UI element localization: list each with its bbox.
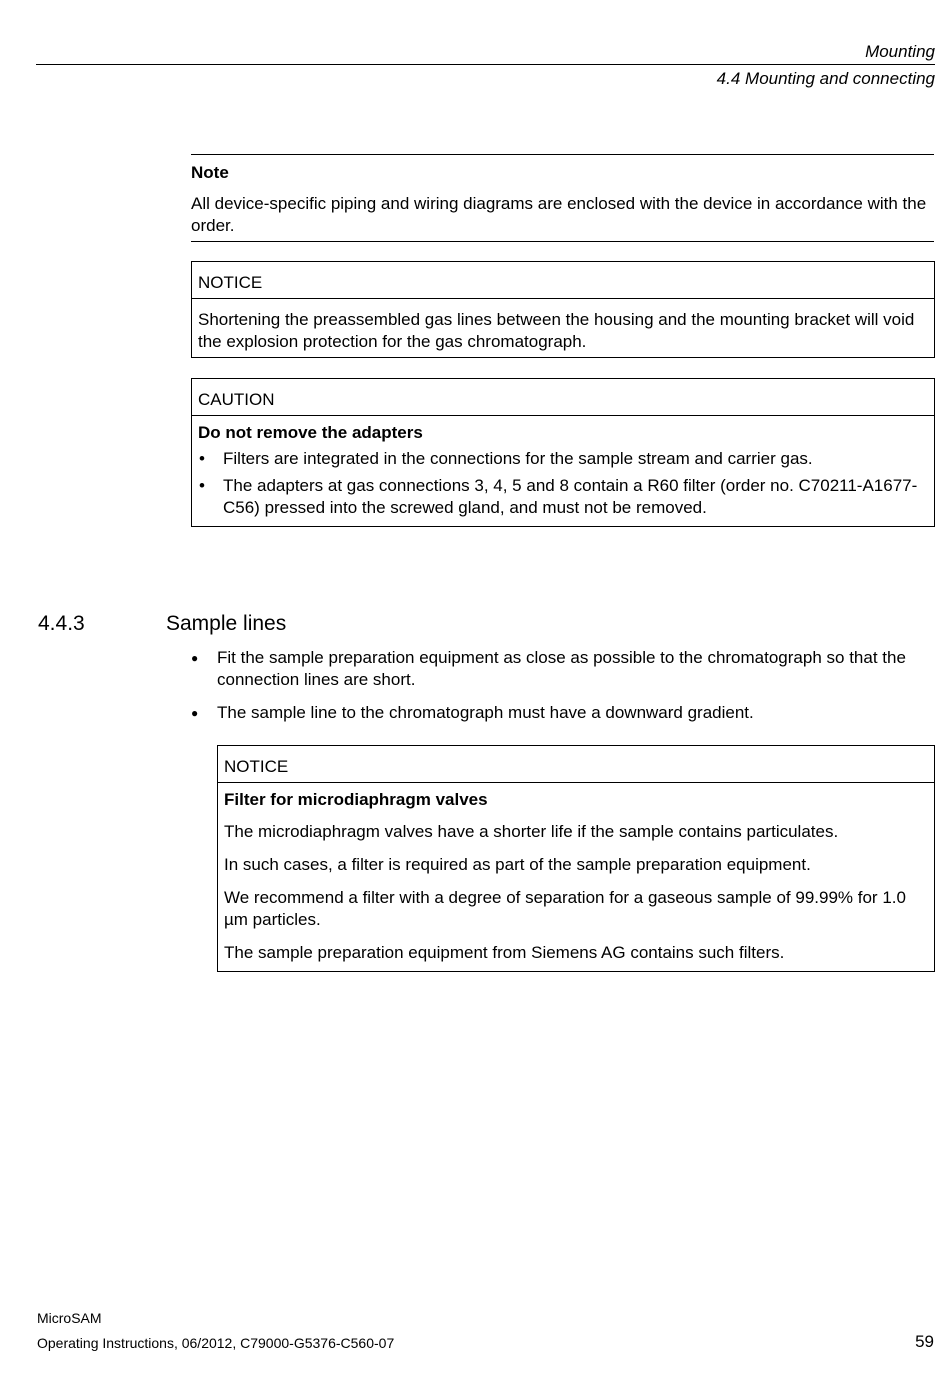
section-list-item: ● Fit the sample preparation equipment as close as possible to the chromatograph so that the connection lines are short. <box>191 647 934 691</box>
notice-paragraph: The microdiaphragm valves have a shorter life if the sample contains particulates. <box>224 822 839 841</box>
notice-box-2 <box>217 745 935 972</box>
page-number: 59 <box>915 1332 934 1351</box>
footer-document-info: Operating Instructions, 06/2012, C79000-G5376-C560-07 <box>37 1335 395 1351</box>
note-top-rule <box>191 154 934 155</box>
note-body: All device-specific piping and wiring diagrams are enclosed with the device in accordance with the order. <box>191 194 927 235</box>
notice-body: Shortening the preassembled gas lines between the housing and the mounting bracket will void the explosion protection for the gas chromatograph. <box>198 310 915 351</box>
note-block <box>191 154 934 242</box>
notice-label: NOTICE <box>218 746 934 783</box>
caution-list <box>198 448 928 519</box>
note-bottom-rule <box>191 241 934 242</box>
caution-box <box>191 378 935 527</box>
section-list-item: ● The sample line to the chromatograph must have a downward gradient. <box>191 702 934 724</box>
notice-paragraph: The sample preparation equipment from Siemens AG contains such filters. <box>224 943 785 962</box>
header-section: 4.4 Mounting and connecting <box>716 69 935 88</box>
notice-paragraph: In such cases, a filter is required as part of the sample preparation equipment. <box>224 855 811 874</box>
caution-label: CAUTION <box>192 379 934 416</box>
note-title: Note <box>191 163 229 182</box>
section-title: Sample lines <box>166 612 287 635</box>
notice-label: NOTICE <box>192 262 934 299</box>
notice-paragraph: We recommend a filter with a degree of separation for a gaseous sample of 99.99% for 1.0 µm particles. <box>224 888 906 929</box>
footer-product: MicroSAM <box>37 1310 102 1326</box>
caution-item: • Filters are integrated in the connections for the sample stream and carrier gas. <box>198 448 928 470</box>
section-list <box>191 647 934 735</box>
caution-item: • The adapters at gas connections 3, 4, 5 and 8 contain a R60 filter (order no. C70211-A1677-C56) pressed into the screwed gland, and must not be removed. <box>198 475 928 519</box>
notice-subtitle: Filter for microdiaphragm valves <box>224 790 488 809</box>
header-chapter: Mounting <box>865 42 935 61</box>
header-rule <box>36 64 935 65</box>
section-number: 4.4.3 <box>38 612 85 635</box>
notice-box-1 <box>191 261 935 358</box>
caution-subtitle: Do not remove the adapters <box>198 423 423 442</box>
